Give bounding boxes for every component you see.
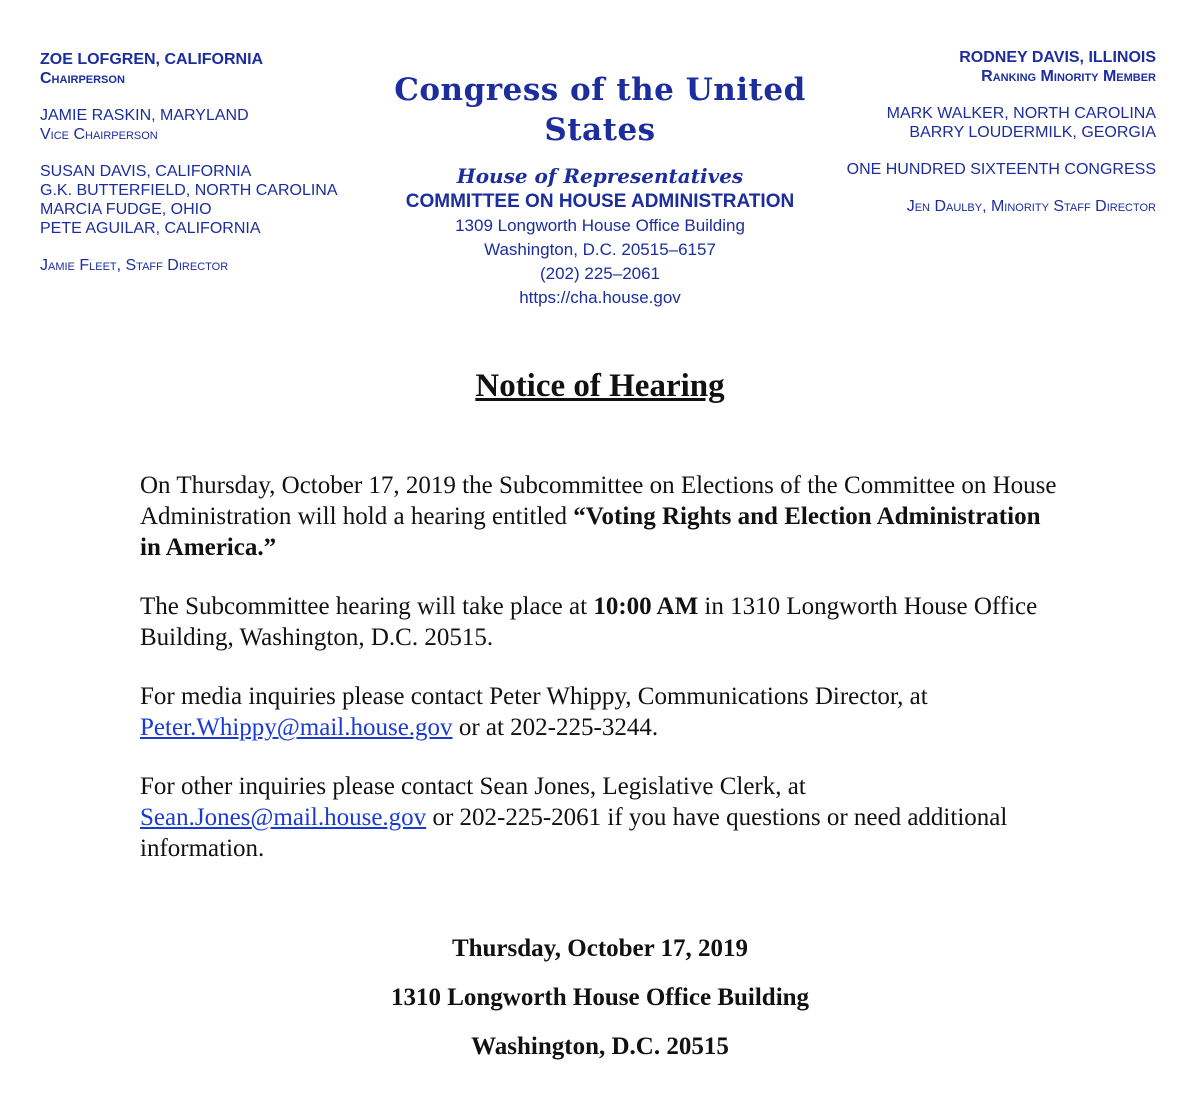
ranking-member-name: RODNEY DAVIS, ILLINOIS [959,49,1156,66]
other-inquiries-paragraph [140,771,1060,864]
majority-members-column [40,50,380,275]
hearing-date: Thursday, October 17, 2019 [451,935,749,962]
hearing-summary [0,924,1200,1071]
media-inquiries-pre: For media inquiries please contact Peter Whippy, Communications Director, at [140,683,928,710]
committee-phone: (202) 225–2061 [539,264,661,283]
committee-website: https://cha.house.gov [519,288,681,307]
committee-address-line1: 1309 Longworth House Office Building [455,216,745,235]
committee-address-line2: Washington, D.C. 20515–6157 [484,240,716,259]
other-inquiries-pre: For other inquiries please contact Sean Jones, Legislative Clerk, at [140,773,806,800]
minority-member: BARRY LOUDERMILK, GEORGIA [909,124,1156,141]
chair-role: Chairperson [40,70,125,87]
hearing-time-pre: The Subcommittee hearing will take place at [140,593,588,620]
majority-member: G.K. BUTTERFIELD, NORTH CAROLINA [40,182,338,199]
hearing-title: “Voting Rights and Election Administration in America.” [140,503,1041,561]
notice-body [140,470,1060,892]
hearing-time: 10:00 AM [593,593,699,620]
congress-title: Congress of the United States [394,72,806,148]
minority-staff-director: Jen Daulby, Minority Staff Director [906,198,1156,215]
committee-name: COMMITTEE ON HOUSE ADMINISTRATION [405,191,795,212]
ranking-member-role: Ranking Minority Member [981,68,1156,85]
majority-member: MARCIA FUDGE, OHIO [40,201,212,218]
hearing-building: 1310 Longworth House Office Building [390,984,810,1011]
other-inquiries-post: or 202-225-2061 if you have questions or need additional information. [140,804,1008,862]
congress-session: ONE HUNDRED SIXTEENTH CONGRESS [846,161,1156,178]
majority-member: SUSAN DAVIS, CALIFORNIA [40,163,252,180]
media-contact-email-link[interactable]: Peter.Whippy@mail.house.gov [140,714,453,741]
chair-name: ZOE LOFGREN, CALIFORNIA [40,51,264,68]
vice-chair-role: Vice Chairperson [40,126,158,143]
majority-member: PETE AGUILAR, CALIFORNIA [40,220,261,237]
hearing-time-paragraph [140,591,1060,653]
hearing-location-text: in 1310 Longworth House Office Building, Washington, D.C. 20515. [140,593,1038,651]
vice-chair-name: JAMIE RASKIN, MARYLAND [40,107,249,124]
staff-director: Jamie Fleet, Staff Director [40,257,229,274]
hearing-announcement-text: On Thursday, October 17, 2019 the Subcommittee on Elections of the Committee on House Administration will hold a hearing entitled [140,472,1057,530]
committee-header [360,70,840,310]
minority-member: MARK WALKER, NORTH CAROLINA [886,105,1156,122]
clerk-contact-email-link[interactable]: Sean.Jones@mail.house.gov [140,804,427,831]
letterhead [0,0,1200,307]
media-inquiries-post: or at 202-225-3244. [458,714,659,741]
notice-title: Notice of Hearing [475,368,725,404]
hearing-announcement-paragraph [140,470,1060,563]
hearing-city: Washington, D.C. 20515 [471,1033,729,1060]
house-title: House of Representatives [456,164,744,188]
media-inquiries-paragraph [140,681,1060,743]
minority-members-column [816,48,1156,216]
